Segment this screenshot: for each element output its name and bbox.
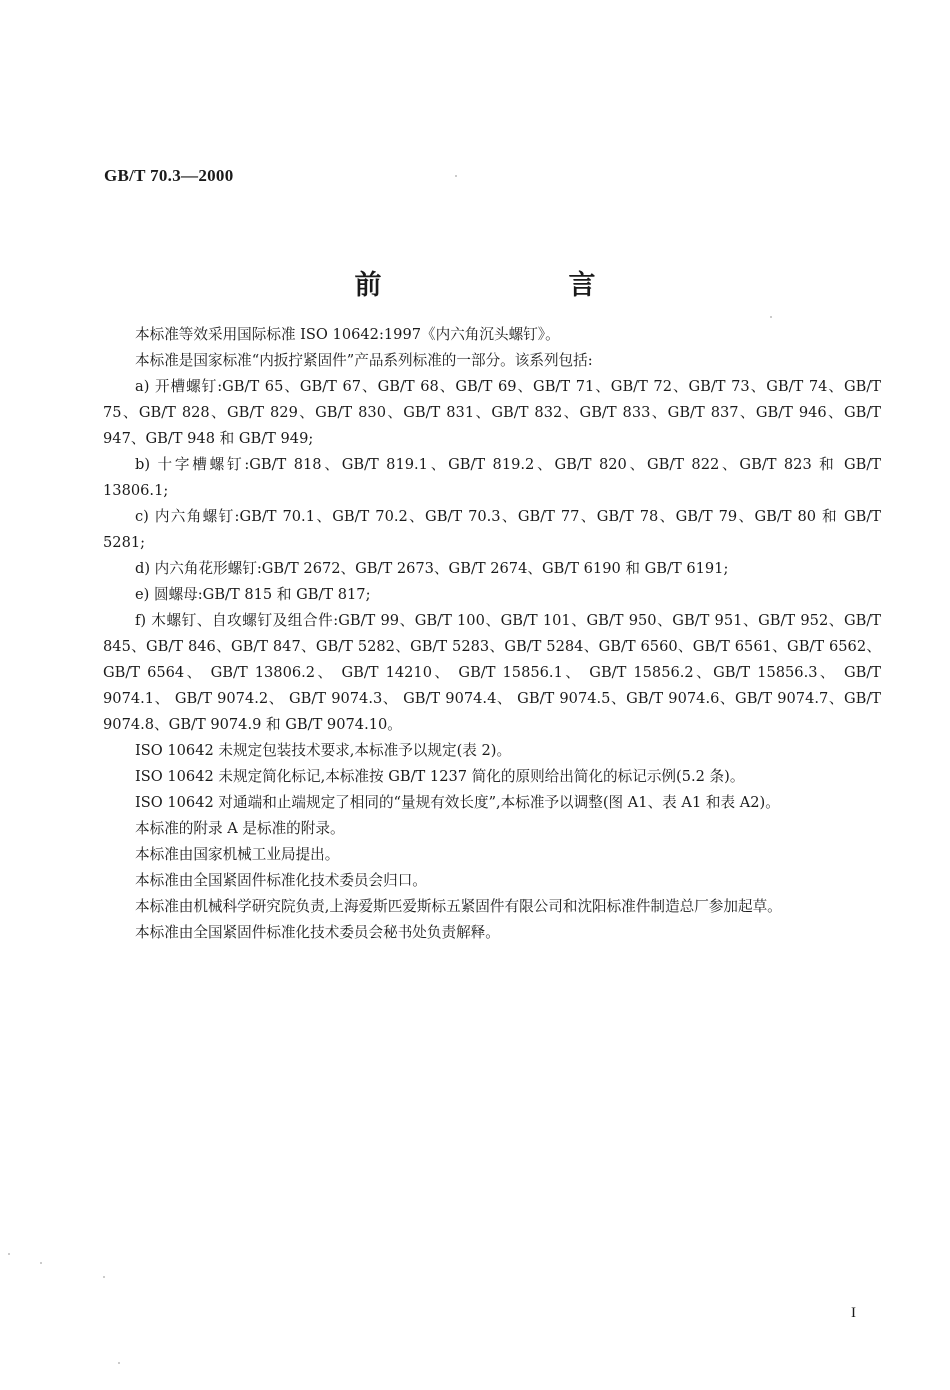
paragraph-packaging: ISO 10642 未规定包装技术要求,本标准予以规定(表 2)。: [135, 742, 512, 759]
paragraph-series-intro: 本标准是国家标准“内扳拧紧固件”产品系列标准的一部分。该系列包括:: [135, 352, 593, 369]
scan-speck: [8, 1253, 10, 1255]
scan-speck: [455, 175, 457, 177]
paragraph-series-a: a) 开槽螺钉:GB/T 65、GB/T 67、GB/T 68、GB/T 69、GB/T 71、GB/T 72、GB/T 73、GB/T 74、GB/T 75、GB/T 828、GB/T 829、GB/T 830、GB/T 831、GB/T 832、GB/T 833、GB/T 837、GB/T 946、GB/T 947、GB/T 948 和 GB/T 949;: [103, 378, 881, 447]
paragraph-drafted-by: 本标准由机械科学研究院负责,上海爱斯匹爱斯标五紧固件有限公司和沈阳标准件制造总厂参加起草。: [135, 898, 782, 915]
scan-speck: [118, 1362, 120, 1364]
page-number: I: [851, 1305, 856, 1321]
paragraph-series-f: f) 木螺钉、自攻螺钉及组合件:GB/T 99、GB/T 100、GB/T 101、GB/T 950、GB/T 951、GB/T 952、GB/T 845、GB/T 846、GB/T 847、GB/T 5282、GB/T 5283、GB/T 5284、GB/T 6560、GB/T 6561、GB/T 6562、 GB/T 6564、 GB/T 13806.2、 GB/T 14210、 GB/T 15856.1、 GB/T 15856.2、GB/T 15856.3、 GB/T 9074.1、 GB/T 9074.2、 GB/T 9074.3、 GB/T 9074.4、 GB/T 9074.5、GB/T 9074.6、GB/T 9074.7、GB/T 9074.8、GB/T 9074.9 和 GB/T 9074.10。: [103, 612, 881, 733]
scan-speck: [40, 1262, 42, 1264]
paragraph-adoption: 本标准等效采用国际标准 ISO 10642:1997《内六角沉头螺钉》。: [135, 326, 560, 343]
paragraph-series-b: b) 十字槽螺钉:GB/T 818、GB/T 819.1、GB/T 819.2、GB/T 820、GB/T 822、GB/T 823 和 GB/T 13806.1;: [103, 456, 881, 499]
paragraph-proposed-by: 本标准由国家机械工业局提出。: [135, 846, 340, 863]
paragraph-series-c: c) 内六角螺钉:GB/T 70.1、GB/T 70.2、GB/T 70.3、GB/T 77、GB/T 78、GB/T 79、GB/T 80 和 GB/T 5281;: [103, 508, 881, 551]
scan-speck: [103, 1276, 105, 1278]
paragraph-interpreted-by: 本标准由全国紧固件标准化技术委员会秘书处负责解释。: [135, 924, 500, 941]
paragraph-series-d: d) 内六角花形螺钉:GB/T 2672、GB/T 2673、GB/T 2674、GB/T 6190 和 GB/T 6191;: [135, 560, 729, 577]
page-title: 前 言: [354, 270, 676, 301]
scan-speck: [770, 316, 772, 318]
paragraph-marking: ISO 10642 未规定简化标记,本标准按 GB/T 1237 简化的原则给出简化的标记示例(5.2 条)。: [135, 768, 745, 785]
paragraph-annex: 本标准的附录 A 是标准的附录。: [135, 820, 345, 837]
standard-code-header: GB/T 70.3—2000: [104, 166, 234, 185]
paragraph-gauge-length: ISO 10642 对通端和止端规定了相同的“量规有效长度”,本标准予以调整(图 A1、表 A1 和表 A2)。: [135, 794, 780, 811]
paragraph-series-e: e) 圆螺母:GB/T 815 和 GB/T 817;: [135, 586, 371, 603]
foreword-body: [103, 322, 881, 946]
paragraph-centralized-by: 本标准由全国紧固件标准化技术委员会归口。: [135, 872, 427, 889]
